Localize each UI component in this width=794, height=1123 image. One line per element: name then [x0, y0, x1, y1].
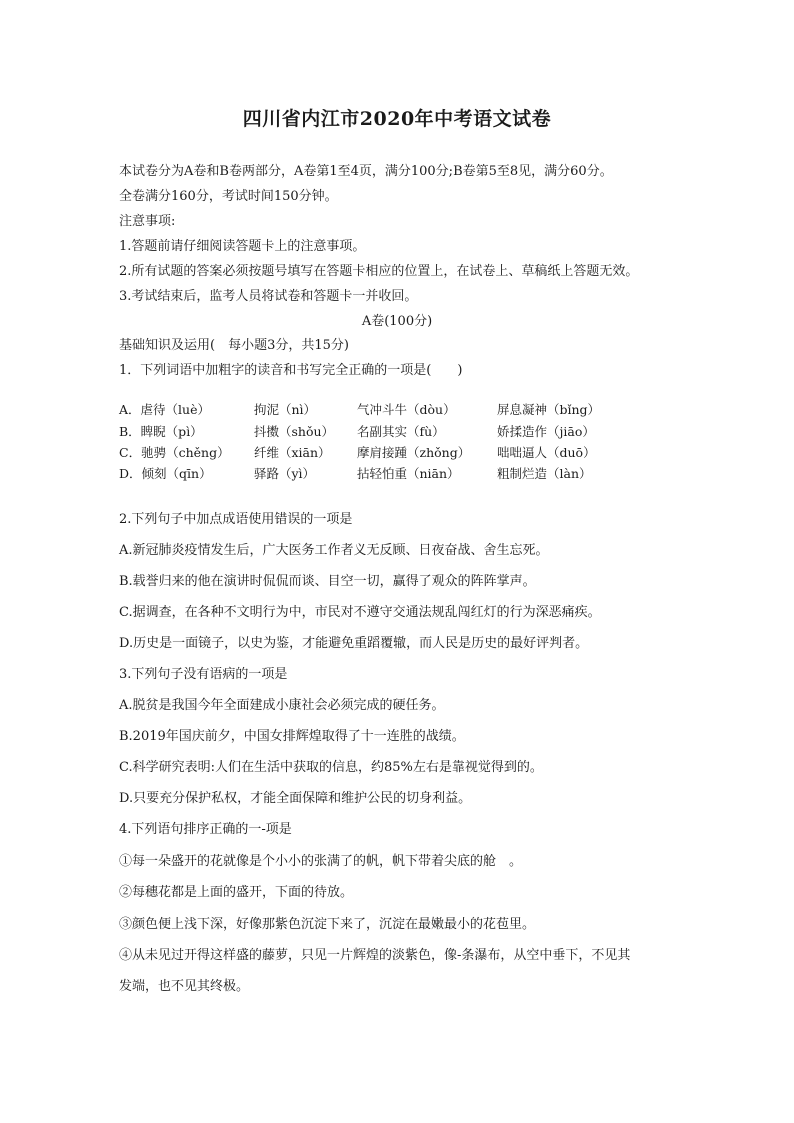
q4-sentence-3: ③颜色便上浅下深，好像那紫色沉淀下来了，沉淀在最嫩最小的花苞里。	[119, 917, 536, 932]
q4-sentence-1: ①每一朵盛开的花就像是个小小的张满了的帆，帆下带着尖底的舱 。	[119, 854, 523, 869]
q2-option-a: A.新冠肺炎疫情发生后，广大医务工作者义无反顾、日夜奋战、舍生忘死。	[119, 543, 549, 558]
q1-option-word: C．驰骋（chěng）	[119, 445, 230, 460]
part-heading: 基础知识及运用( 每小题3分，共15分)	[119, 338, 349, 353]
q2-option-b: B.载誉归来的他在演讲时侃侃而谈、目空一切，赢得了观众的阵阵掌声。	[119, 574, 536, 589]
intro-line-2: 全卷满分160分，考试时间150分钟。	[119, 189, 338, 204]
intro-line-1: 本试卷分为A卷和B卷两部分，A卷第1至4页，满分100分;B卷第5至8见，满分60分。	[119, 164, 613, 179]
q3-option-d: D.只要充分保护私权，才能全面保障和维护公民的切身利益。	[119, 791, 472, 806]
notice-heading: 注意事项:	[119, 214, 176, 229]
page-title: 四川省内江市2020年中考语文试卷	[242, 108, 552, 130]
q1-option-word: 气冲斗牛（dòu）	[357, 402, 456, 417]
q1-option-word: 粗制烂造（làn）	[497, 466, 592, 481]
notice-item-2: 2.所有试题的答案必须按题号填写在答题卡相应的位置上，在试卷上、草稿纸上答题无效。	[119, 264, 639, 279]
q1-option-word: 娇揉造作（jiāo）	[497, 424, 595, 439]
notice-item-3: 3.考试结束后，监考人员将试卷和答题卡一并收回。	[119, 289, 418, 304]
q1-option-word: 纤维（xiān）	[254, 445, 331, 460]
q1-option-word: 名副其实（fù）	[357, 424, 445, 439]
q4-sentence-4-continued: 发端，也不见其终极。	[119, 979, 250, 994]
q1-option-row-d	[119, 464, 679, 482]
q1-option-word: 摩肩接踵（zhǒng）	[357, 445, 471, 460]
q1-option-word: 拈轻怕重（niān）	[357, 466, 460, 481]
q4-sentence-4: ④从未见过开得这样盛的藤萝，只见一片辉煌的淡紫色，像-条瀑布，从空中垂下，不见其	[119, 948, 631, 963]
q4-stem: 4.下列语句排序正确的一-项是	[119, 822, 292, 837]
q3-option-a: A.脱贫是我国今年全面建成小康社会必须完成的硬任务。	[119, 698, 445, 713]
q1-option-word: 咄咄逼人（duō）	[497, 445, 596, 460]
q1-option-row-c	[119, 443, 679, 461]
q3-option-b: B.2019年国庆前夕，中国女排辉煌取得了十一连胜的战绩。	[119, 729, 465, 744]
q4-sentence-2: ②每穗花都是上面的盛开，下面的待放。	[119, 885, 354, 900]
q1-option-word: D．倾刻（qīn）	[119, 466, 212, 481]
q1-option-word: A．虐待（luè）	[119, 402, 210, 417]
notice-item-1: 1.答题前请仔细阅读答题卡上的注意事项。	[119, 239, 366, 254]
q1-option-word: 抖擞（shǒu）	[254, 424, 335, 439]
q2-stem: 2.下列句子中加点成语使用错误的一项是	[119, 512, 353, 527]
q2-option-c: C.据调查，在各种不文明行为中，市民对不遵守交通法规乱闯红灯的行为深恶痛疾。	[119, 605, 601, 620]
q1-option-row-b	[119, 422, 679, 440]
section-a-heading: A卷(100分)	[361, 314, 433, 329]
q3-stem: 3.下列句子没有语病的一项是	[119, 667, 288, 682]
q3-option-c: C.科学研究表明:人们在生活中获取的信息，约85%左右是靠视觉得到的。	[119, 760, 543, 775]
q1-stem: 1．下列词语中加粗字的读音和书写完全正确的一项是( )	[119, 363, 463, 378]
q1-option-word: B．睥睨（pì）	[119, 424, 203, 439]
q1-option-word: 屏息凝神（bǐng）	[497, 402, 601, 417]
q1-option-word: 驿路（yì）	[254, 466, 316, 481]
q1-option-word: 拘泥（nì）	[254, 402, 317, 417]
q1-option-row-a	[119, 400, 679, 418]
q2-option-d: D.历史是一面镜子，以史为鉴，才能避免重蹈覆辙，而人民是历史的最好评判者。	[119, 636, 589, 651]
